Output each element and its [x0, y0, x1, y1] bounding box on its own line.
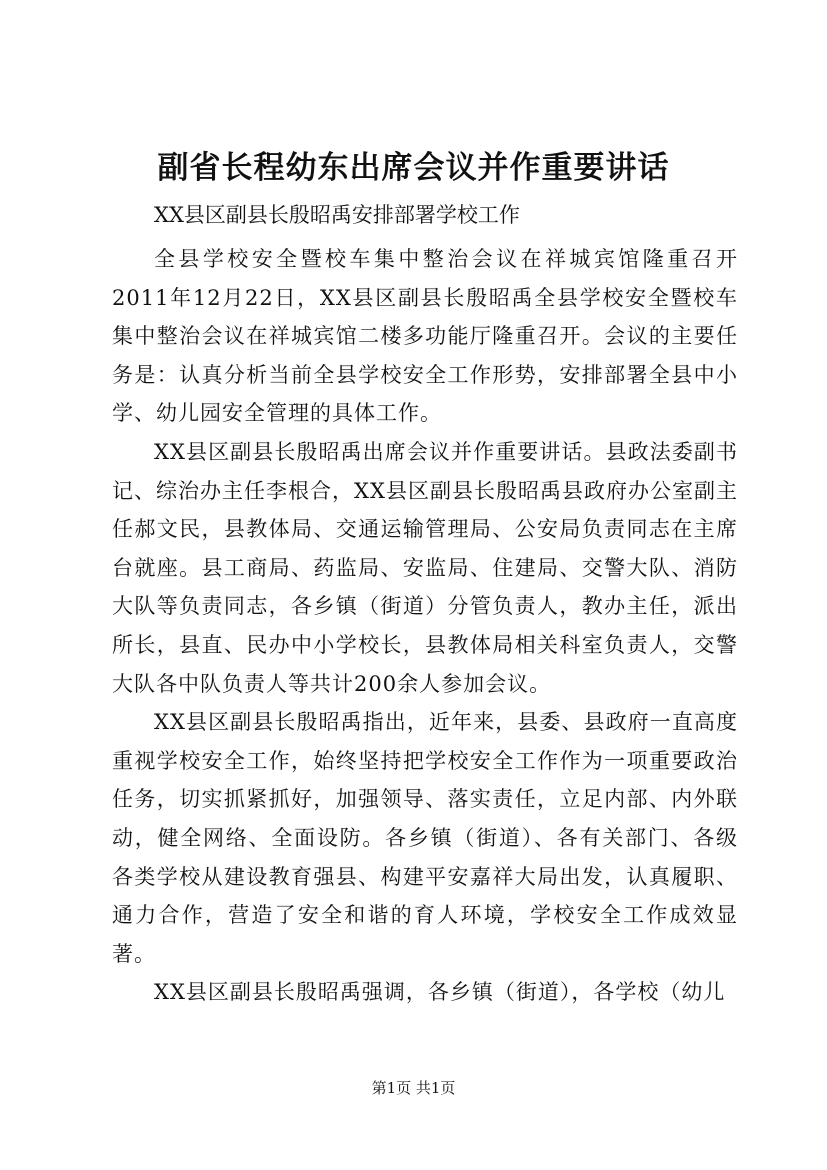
document-body: [112, 196, 738, 1012]
page-title: 副省长程幼东出席会议并作重要讲话: [157, 150, 670, 186]
page-footer: 第1页 共1页: [371, 1079, 456, 1097]
paragraph: XX县区副县长殷昭禹指出，近年来，县委、县政府一直高度重视学校安全工作，始终坚持把学校安全工作作为一项重要政治任务，切实抓紧抓好，加强领导、落实责任，立足内部、内外联动，健全网络、全面设防。各乡镇（街道）、各有关部门、各级各类学校从建设教育强县、构建平安嘉祥大局出发，认真履职、通力合作，营造了安全和谐的育人环境，学校安全工作成效显著。: [112, 710, 738, 966]
paragraph: 全县学校安全暨校车集中整治会议在祥城宾馆隆重召开2011年12月22日，XX县区副县长殷昭禹全县学校安全暨校车集中整治会议在祥城宾馆二楼多功能厅隆重召开。会议的主要任务是：认真分析当前全县学校安全工作形势，安排部署全县中小学、幼儿园安全管理的具体工作。: [112, 247, 738, 426]
paragraph: XX县区副县长殷昭禹出席会议并作重要讲话。县政法委副书记、综治办主任李根合，XX县区副县长殷昭禹县政府办公室副主任郝文民，县教体局、交通运输管理局、公安局负责同志在主席台就座。县工商局、药监局、安监局、住建局、交警大队、消防大队等负责同志，各乡镇（街道）分管负责人，教办主任，派出所长，县直、民办中小学校长，县教体局相关科室负责人，交警大队各中队负责人等共计200余人参加会议。: [112, 439, 738, 696]
paragraph: XX县区副县长殷昭禹强调，各乡镇（街道），各学校（幼儿: [154, 980, 726, 1005]
document-subtitle: XX县区副县长殷昭禹安排部署学校工作: [154, 203, 520, 227]
